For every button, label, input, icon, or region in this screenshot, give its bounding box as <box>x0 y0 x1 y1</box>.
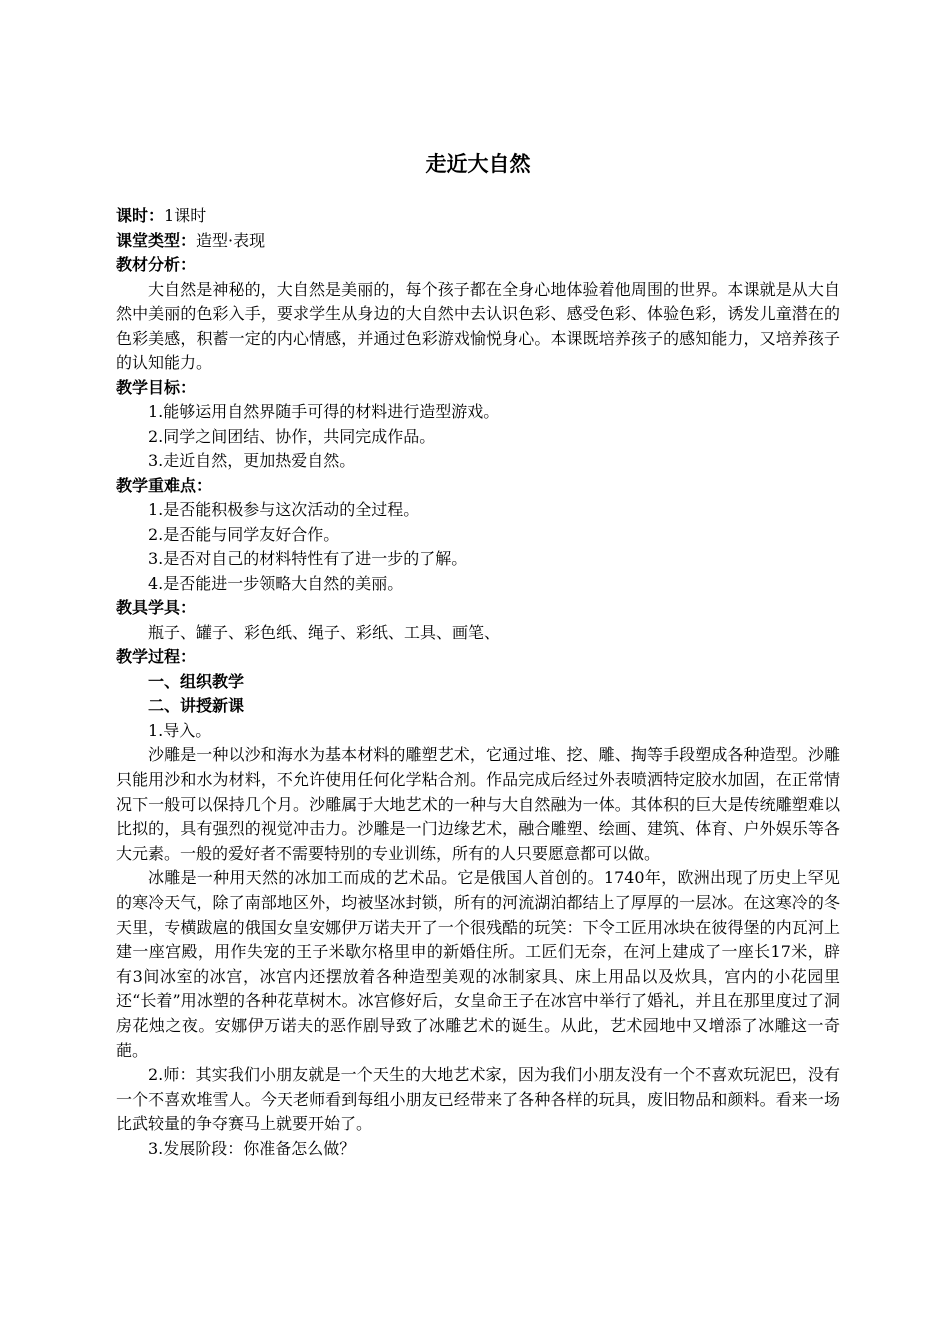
process-step-organize: 一、组织教学 <box>148 671 245 691</box>
develop-stage-item: 3.发展阶段：你准备怎么做？ <box>148 1138 356 1158</box>
process-step-teach: 二、讲授新课 <box>148 696 245 716</box>
goal-item: 1.能够运用自然界随手可得的材料进行造型游戏。 <box>148 402 500 422</box>
document-body <box>116 150 840 1161</box>
analysis-paragraph: 大自然是神秘的，大自然是美丽的，每个孩子都在全身心地体验着他周围的世界。本课就是从大自然中美丽的色彩入手，要求学生从身边的大自然中去认识色彩、感受色彩、体验色彩，诱发儿童潜在的色彩美感，积蓄一定的内心情感，并通过色彩游戏愉悦身心。本课既培养孩子的感知能力，又培养孩子的认知能力。 <box>116 279 840 373</box>
goal-item: 2.同学之间团结、协作，共同完成作品。 <box>148 426 436 446</box>
lesson-time-label: 课时： <box>116 206 165 225</box>
process-heading: 教学过程： <box>116 647 197 667</box>
lesson-type-value: 造型·表现 <box>196 230 266 250</box>
key-point-item: 4.是否能进一步领略大自然的美丽。 <box>148 573 404 593</box>
ice-sculpture-paragraph: 冰雕是一种用天然的冰加工而成的艺术品。它是俄国人首创的。1740年，欧洲出现了历史上罕见的寒冷天气，除了南部地区外，均被坚冰封锁，所有的河流湖泊都结上了厚厚的一层冰。在这寒冷的冬天里，专横跋扈的俄国女皇安娜伊万诺夫开了一个很残酷的玩笑：下令工匠用冰块在彼得堡的内瓦河上建一座宫殿，用作失宠的王子米歇尔格里申的新婚住所。工匠们无奈，在河上建成了一座长17米，辟有3间冰室的冰宫，冰宫内还摆放着各种造型美观的冰制家具、床上用品以及炊具，宫内的小花园里还“长着”用冰塑的各种花草树木。冰宫修好后，女皇命王子在冰宫中举行了婚礼，并且在那里度过了洞房花烛之夜。安娜伊万诺夫的恶作剧导致了冰雕艺术的诞生。从此，艺术园地中又增添了冰雕这一奇葩。 <box>116 868 840 1060</box>
key-points-heading: 教学重难点： <box>116 475 213 495</box>
lesson-type-label: 课堂类型： <box>116 230 197 250</box>
goals-heading: 教学目标： <box>116 377 197 397</box>
key-point-item: 1.是否能积极参与这次活动的全过程。 <box>148 500 420 520</box>
lesson-time-value: 1课时 <box>164 206 207 225</box>
intro-item: 1.导入。 <box>148 720 212 740</box>
teacher-paragraph: 2.师：其实我们小朋友就是一个天生的大地艺术家，因为我们小朋友没有一个不喜欢玩泥巴，没有一个不喜欢堆雪人。今天老师看到每组小朋友已经带来了各种各样的玩具，废旧物品和颜料。看来一场比武较量的争夺赛马上就要开始了。 <box>116 1065 840 1134</box>
lesson-type-line <box>116 229 840 254</box>
analysis-heading: 教材分析： <box>116 255 197 274</box>
key-point-item: 2.是否能与同学友好合作。 <box>148 524 340 544</box>
document-title: 走近大自然 <box>425 152 531 176</box>
materials-list: 瓶子、罐子、彩色纸、绳子、彩纸、工具、画笔、 <box>148 622 501 642</box>
lesson-time-line <box>116 204 840 229</box>
key-point-item: 3.是否对自己的材料特性有了进一步的了解。 <box>148 549 468 569</box>
sand-sculpture-paragraph: 沙雕是一种以沙和海水为基本材料的雕塑艺术，它通过堆、挖、雕、掏等手段塑成各种造型。沙雕只能用沙和水为材料，不允许使用任何化学粘合剂。作品完成后经过外表喷洒特定胶水加固，在正常情况下一般可以保持几个月。沙雕属于大地艺术的一种与大自然融为一体。其体积的巨大是传统雕塑难以比拟的，具有强烈的视觉冲击力。沙雕是一门边缘艺术，融合雕塑、绘画、建筑、体育、户外娱乐等各大元素。一般的爱好者不需要特别的专业训练，所有的人只要愿意都可以做。 <box>116 745 840 863</box>
goal-item: 3.走近自然，更加热爱自然。 <box>148 451 356 471</box>
materials-heading: 教具学具： <box>116 598 197 618</box>
